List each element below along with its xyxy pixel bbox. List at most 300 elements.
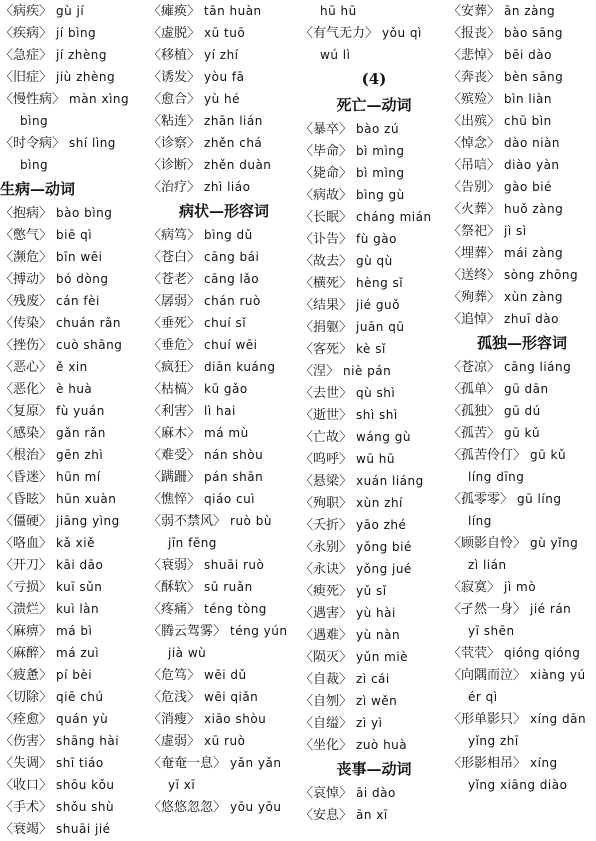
dictionary-entry (0, 268, 148, 290)
entry-word: 〈报丧〉 (448, 26, 501, 41)
entry-word: 〈残废〉 (0, 294, 53, 309)
entry-pinyin: bìng (20, 114, 49, 128)
entry-pinyin: kǎ xiě (56, 536, 95, 550)
entry-pinyin: xíng dān (530, 712, 587, 726)
entry-word: 〈衰弱〉 (148, 558, 201, 573)
entry-pinyin: shì shì (356, 408, 398, 422)
entry-word: 〈吊唁〉 (448, 158, 501, 173)
dictionary-entry (448, 308, 596, 330)
entry-pinyin: qióng qióng (504, 646, 581, 660)
entry-pinyin: zhān lián (204, 114, 263, 128)
entry-pinyin: jiù zhèng (56, 70, 116, 84)
entry-word: 〈粘连〉 (148, 114, 201, 129)
dictionary-entry (0, 708, 148, 730)
entry-pinyin: bó dòng (56, 272, 109, 286)
entry-pinyin: chuán rǎn (56, 316, 121, 330)
entry-pinyin: ruò bù (230, 514, 272, 528)
entry-word: 〈憔悴〉 (148, 492, 201, 507)
entry-word: 〈孤单〉 (448, 382, 501, 397)
entry-pinyin: zhuī dào (504, 312, 559, 326)
dictionary-entry (0, 510, 148, 532)
entry-pinyin: hūn xuàn (56, 492, 117, 506)
entry-word: 〈殡殓〉 (448, 92, 501, 107)
dictionary-entry (300, 602, 448, 624)
entry-word: 〈向隅而泣〉 (448, 668, 527, 683)
dictionary-entry (300, 804, 448, 826)
entry-pinyin: gū líng (517, 492, 562, 506)
dictionary-entry (0, 290, 148, 312)
entry-word: 〈枯槁〉 (148, 382, 201, 397)
dictionary-entry (148, 110, 300, 132)
entry-pinyin: niè pán (343, 364, 392, 378)
dictionary-entry (0, 224, 148, 246)
entry-pinyin: wú lì (320, 48, 351, 62)
entry-pinyin: cāng liáng (504, 360, 572, 374)
entry-word: 〈苍白〉 (148, 250, 201, 265)
entry-word: 〈传染〉 (0, 316, 53, 331)
entry-pinyin: bào zú (356, 122, 400, 136)
dictionary-entry (148, 422, 300, 444)
entry-pinyin: zhěn chá (204, 136, 263, 150)
entry-pinyin: zì cái (356, 672, 390, 686)
entry-pinyin: jí zhèng (56, 48, 108, 62)
dictionary-entry (148, 44, 300, 66)
entry-word: 〈麻醉〉 (0, 646, 53, 661)
entry-word: 〈安息〉 (300, 808, 353, 823)
entry-pinyin: bèn sāng (504, 70, 564, 84)
entry-pinyin: shāng hài (56, 734, 120, 748)
entry-pinyin: jié rán (530, 602, 572, 616)
entry-pinyin: è huà (56, 382, 93, 396)
entry-pinyin: yù nàn (356, 628, 401, 642)
dictionary-entry (148, 400, 300, 422)
entry-pinyin: kè sǐ (356, 342, 386, 356)
entry-pinyin: diān kuáng (204, 360, 276, 374)
entry-pinyin-continuation (448, 686, 596, 708)
dictionary-entry (300, 580, 448, 602)
entry-pinyin: yǒu qì (382, 26, 422, 40)
entry-pinyin: qiē chú (56, 690, 104, 704)
entry-pinyin: shuāi ruò (204, 558, 265, 572)
entry-pinyin: gū dān (504, 382, 549, 396)
entry-word: 〈遇难〉 (300, 628, 353, 643)
entry-pinyin: má mù (204, 426, 249, 440)
entry-word: 〈自刎〉 (300, 694, 353, 709)
entry-word: 〈时令病〉 (0, 136, 66, 151)
dictionary-entry (0, 642, 148, 664)
entry-word: 〈疾病〉 (0, 26, 53, 41)
dictionary-entry (0, 132, 148, 154)
entry-word: 〈消瘦〉 (148, 712, 201, 727)
dictionary-entry (448, 154, 596, 176)
entry-pinyin: yī shēn (468, 624, 515, 638)
dictionary-entry (148, 510, 300, 532)
entry-pinyin: xùn zàng (504, 290, 564, 304)
entry-pinyin-continuation (148, 532, 300, 554)
entry-pinyin: zì yì (356, 716, 383, 730)
dictionary-entry (300, 734, 448, 756)
entry-word: 〈溃烂〉 (0, 602, 53, 617)
entry-word: 〈客死〉 (300, 342, 353, 357)
entry-pinyin: qù shì (356, 386, 396, 400)
dictionary-entry (300, 426, 448, 448)
entry-word: 〈根治〉 (0, 448, 53, 463)
entry-pinyin: téng yún (230, 624, 288, 638)
dictionary-entry (0, 378, 148, 400)
entry-word: 〈讣告〉 (300, 232, 353, 247)
entry-word: 〈自缢〉 (300, 716, 353, 731)
entry-pinyin: má zuì (56, 646, 100, 660)
entry-word: 〈虚弱〉 (148, 734, 201, 749)
entry-word: 〈亏损〉 (0, 580, 53, 595)
dictionary-entry (148, 334, 300, 356)
entry-word: 〈茕茕〉 (448, 646, 501, 661)
dictionary-entry (300, 338, 448, 360)
entry-pinyin-continuation (148, 642, 300, 664)
entry-pinyin: qiáo cuì (204, 492, 256, 506)
entry-word: 〈收口〉 (0, 778, 53, 793)
dictionary-entry (300, 404, 448, 426)
entry-pinyin: xuán liáng (356, 474, 424, 488)
dictionary-entry (0, 752, 148, 774)
entry-word: 〈呜呼〉 (300, 452, 353, 467)
entry-pinyin: bào sāng (504, 26, 563, 40)
entry-pinyin: bì mìng (356, 144, 405, 158)
entry-word: 〈追悼〉 (448, 312, 501, 327)
entry-word: 〈苍凉〉 (448, 360, 501, 375)
entry-word: 〈病疾〉 (0, 4, 53, 19)
entry-word: 〈奄奄一息〉 (148, 756, 227, 771)
entry-word: 〈垂死〉 (148, 316, 201, 331)
dictionary-entry (448, 642, 596, 664)
entry-pinyin: yōu yōu (230, 800, 282, 814)
entry-word: 〈慢性病〉 (0, 92, 66, 107)
dictionary-entry (148, 154, 300, 176)
entry-word: 〈苍老〉 (148, 272, 201, 287)
entry-word: 〈愈合〉 (148, 92, 201, 107)
entry-word: 〈寂寞〉 (448, 580, 501, 595)
entry-word: 〈疼痛〉 (148, 602, 201, 617)
dictionary-entry (300, 536, 448, 558)
entry-pinyin: bì mìng (356, 166, 405, 180)
dictionary-entry (448, 198, 596, 220)
entry-pinyin-continuation (448, 620, 596, 642)
dictionary-entry (300, 316, 448, 338)
entry-word: 〈诊断〉 (148, 158, 201, 173)
entry-pinyin: zì lián (468, 558, 507, 572)
entry-pinyin: cháng mián (356, 210, 432, 224)
dictionary-entry (148, 22, 300, 44)
entry-pinyin: chán ruò (204, 294, 261, 308)
entry-pinyin: mái zàng (504, 246, 564, 260)
dictionary-entry (448, 532, 596, 554)
entry-pinyin: bìng gù (356, 188, 405, 202)
entry-word: 〈孤零零〉 (448, 492, 514, 507)
entry-pinyin: kuì làn (56, 602, 100, 616)
entry-word: 〈疲惫〉 (0, 668, 53, 683)
entry-word: 〈孑然一身〉 (448, 602, 527, 617)
entry-pinyin: gù yǐng (530, 536, 579, 550)
entry-pinyin: màn xìng (69, 92, 130, 106)
section-heading: 死亡—动词 (336, 96, 412, 114)
entry-word: 〈疯狂〉 (148, 360, 201, 375)
dictionary-entry (0, 466, 148, 488)
dictionary-entry (448, 110, 596, 132)
dictionary-entry (0, 444, 148, 466)
entry-pinyin-continuation (448, 466, 596, 488)
dictionary-entry (148, 224, 300, 246)
entry-pinyin: gū kǔ (504, 426, 541, 440)
entry-word: 〈麻木〉 (148, 426, 201, 441)
entry-word: 〈昏迷〉 (0, 470, 53, 485)
entry-word: 〈逝世〉 (300, 408, 353, 423)
dictionary-entry (0, 818, 148, 840)
entry-pinyin: ér qì (468, 690, 498, 704)
entry-word: 〈毙命〉 (300, 166, 353, 181)
entry-pinyin: shuāi jié (56, 822, 111, 836)
entry-word: 〈切除〉 (0, 690, 53, 705)
entry-word: 〈陨灭〉 (300, 650, 353, 665)
dictionary-entry (0, 356, 148, 378)
entry-pinyin: bìng (20, 158, 49, 172)
dictionary-entry (300, 206, 448, 228)
column-1 (0, 0, 148, 840)
entry-pinyin: bìn liàn (504, 92, 553, 106)
dictionary-entry (148, 620, 300, 642)
dictionary-entry (148, 796, 300, 818)
dictionary-entry (148, 730, 300, 752)
entry-word: 〈悠悠忽忽〉 (148, 800, 227, 815)
dictionary-entry (0, 774, 148, 796)
entry-word: 〈形单影只〉 (448, 712, 527, 727)
entry-word: 〈瘐死〉 (300, 584, 353, 599)
dictionary-entry (0, 334, 148, 356)
entry-word: 〈手术〉 (0, 800, 53, 815)
entry-pinyin: wū hū (356, 452, 395, 466)
entry-word: 〈咯血〉 (0, 536, 53, 551)
entry-pinyin: zuò huà (356, 738, 408, 752)
dictionary-entry (300, 294, 448, 316)
entry-pinyin: gēn zhì (56, 448, 104, 462)
entry-word: 〈衰竭〉 (0, 822, 53, 837)
entry-pinyin: pí bèi (56, 668, 93, 682)
dictionary-entry (148, 66, 300, 88)
entry-word: 〈孤独〉 (448, 404, 501, 419)
entry-pinyin: jīn fēng (168, 536, 217, 550)
entry-pinyin: yǔ sǐ (356, 584, 387, 598)
entry-pinyin: nán shòu (204, 448, 264, 462)
entry-pinyin: gū kǔ (530, 448, 567, 462)
column-2 (148, 0, 300, 818)
entry-word: 〈垂危〉 (148, 338, 201, 353)
section-heading: 生病—动词 (0, 180, 76, 198)
entry-word: 〈诊察〉 (148, 136, 201, 151)
entry-word: 〈僵硬〉 (0, 514, 53, 529)
entry-word: 〈蹒跚〉 (148, 470, 201, 485)
dictionary-entry (148, 466, 300, 488)
dictionary-entry (0, 44, 148, 66)
dictionary-entry (0, 422, 148, 444)
entry-pinyin: zhěn duàn (204, 158, 272, 172)
entry-pinyin: shī tiáo (56, 756, 104, 770)
entry-pinyin: yǐng xiāng diào (468, 778, 568, 792)
dictionary-entry (300, 184, 448, 206)
entry-word: 〈有气无力〉 (300, 26, 379, 41)
dictionary-entry (148, 0, 300, 22)
entry-pinyin-continuation (300, 0, 448, 22)
entry-word: 〈病笃〉 (148, 228, 201, 243)
entry-pinyin-continuation (300, 44, 448, 66)
entry-pinyin: xiàng yú (530, 668, 586, 682)
dictionary-entry (148, 312, 300, 334)
dictionary-entry (300, 448, 448, 470)
entry-pinyin: juān qū (356, 320, 405, 334)
entry-pinyin: sū ruǎn (204, 580, 253, 594)
entry-pinyin: cāng lǎo (204, 272, 260, 286)
entry-pinyin: huǒ zàng (504, 202, 564, 216)
entry-pinyin: yǐng zhī (468, 734, 519, 748)
entry-word: 〈腾云驾雾〉 (148, 624, 227, 639)
dictionary-entry (448, 444, 596, 466)
entry-pinyin-continuation (0, 110, 148, 132)
entry-word: 〈坐化〉 (300, 738, 353, 753)
entry-word: 〈危笃〉 (148, 668, 201, 683)
entry-word: 〈长眠〉 (300, 210, 353, 225)
entry-pinyin: xū tuō (204, 26, 246, 40)
dictionary-entry (448, 752, 596, 774)
entry-word: 〈虚脱〉 (148, 26, 201, 41)
dictionary-entry (300, 558, 448, 580)
dictionary-entry (0, 488, 148, 510)
entry-pinyin: yī xī (168, 778, 196, 792)
entry-pinyin: chū bìn (504, 114, 552, 128)
entry-word: 〈伤害〉 (0, 734, 53, 749)
entry-word: 〈永诀〉 (300, 562, 353, 577)
entry-word: 〈祭祀〉 (448, 224, 501, 239)
entry-word: 〈孤苦伶仃〉 (448, 448, 527, 463)
entry-word: 〈暴卒〉 (300, 122, 353, 137)
dictionary-entry (300, 712, 448, 734)
dictionary-entry (0, 554, 148, 576)
entry-pinyin: xū ruò (204, 734, 246, 748)
entry-word: 〈痊愈〉 (0, 712, 53, 727)
entry-pinyin: biē qì (56, 228, 93, 242)
dictionary-entry (0, 400, 148, 422)
entry-word: 〈哀悼〉 (300, 786, 353, 801)
entry-word: 〈捐躯〉 (300, 320, 353, 335)
entry-pinyin-continuation (448, 510, 596, 532)
entry-pinyin: chuí sǐ (204, 316, 247, 330)
entry-pinyin: jì mò (504, 580, 537, 594)
dictionary-entry (148, 268, 300, 290)
dictionary-entry (300, 118, 448, 140)
entry-pinyin: xùn zhí (356, 496, 403, 510)
entry-pinyin: jià wù (168, 646, 207, 660)
entry-word: 〈自裁〉 (300, 672, 353, 687)
entry-word: 〈利害〉 (148, 404, 201, 419)
dictionary-entry (448, 88, 596, 110)
entry-word: 〈感染〉 (0, 426, 53, 441)
entry-word: 〈安葬〉 (448, 4, 501, 19)
dictionary-entry (0, 312, 148, 334)
dictionary-entry (0, 664, 148, 686)
dictionary-entry (300, 624, 448, 646)
entry-word: 〈遇害〉 (300, 606, 353, 621)
entry-word: 〈悲悼〉 (448, 48, 501, 63)
dictionary-entry (448, 44, 596, 66)
entry-word: 〈火葬〉 (448, 202, 501, 217)
entry-pinyin: kāi dāo (56, 558, 104, 572)
entry-pinyin: hū hū (320, 4, 357, 18)
entry-word: 〈殉职〉 (300, 496, 353, 511)
entry-word: 〈故去〉 (300, 254, 353, 269)
entry-pinyin: yǒng jué (356, 562, 412, 576)
dictionary-entry (448, 664, 596, 686)
dictionary-entry (300, 250, 448, 272)
dictionary-entry (448, 488, 596, 510)
entry-pinyin: jiāng yìng (56, 514, 120, 528)
entry-pinyin: āi dào (356, 786, 396, 800)
entry-pinyin: dào niàn (504, 136, 561, 150)
entry-pinyin: shí lìng (69, 136, 116, 150)
dictionary-entry (300, 492, 448, 514)
entry-pinyin: bīn wēi (56, 250, 103, 264)
entry-word: 〈昏眩〉 (0, 492, 53, 507)
entry-pinyin: gào bié (504, 180, 552, 194)
entry-pinyin-continuation (148, 774, 300, 796)
dictionary-entry (300, 228, 448, 250)
dictionary-entry (148, 132, 300, 154)
entry-word: 〈憋气〉 (0, 228, 53, 243)
entry-pinyin: yòu fā (204, 70, 245, 84)
entry-pinyin: cāng bái (204, 250, 260, 264)
dictionary-entry (148, 576, 300, 598)
dictionary-entry (0, 620, 148, 642)
entry-pinyin: yāo zhé (356, 518, 407, 532)
entry-word: 〈顾影自怜〉 (448, 536, 527, 551)
entry-word: 〈搏动〉 (0, 272, 53, 287)
entry-word: 〈横死〉 (300, 276, 353, 291)
entry-word: 〈告别〉 (448, 180, 501, 195)
entry-pinyin: pán shān (204, 470, 264, 484)
entry-word: 〈诱发〉 (148, 70, 201, 85)
entry-pinyin: zì wěn (356, 694, 398, 708)
entry-word: 〈结果〉 (300, 298, 353, 313)
entry-word: 〈弱不禁风〉 (148, 514, 227, 529)
dictionary-entry (0, 598, 148, 620)
entry-pinyin: hèng sǐ (356, 276, 404, 290)
dictionary-entry (0, 88, 148, 110)
dictionary-entry (448, 66, 596, 88)
entry-pinyin: shǒu shù (56, 800, 115, 814)
entry-word: 〈瘫痪〉 (148, 4, 201, 19)
entry-pinyin: cán fèi (56, 294, 100, 308)
entry-word: 〈奔丧〉 (448, 70, 501, 85)
entry-word: 〈永别〉 (300, 540, 353, 555)
entry-word: 〈开刀〉 (0, 558, 53, 573)
entry-pinyin: yǒng bié (356, 540, 412, 554)
entry-pinyin: gū dú (504, 404, 541, 418)
entry-word: 〈危浅〉 (148, 690, 201, 705)
dictionary-entry (448, 286, 596, 308)
entry-pinyin: yǔn miè (356, 650, 409, 664)
entry-pinyin: gù jí (56, 4, 85, 18)
entry-pinyin-continuation (448, 774, 596, 796)
entry-pinyin: ě xin (56, 360, 88, 374)
dictionary-entry (0, 202, 148, 224)
dictionary-entry (448, 378, 596, 400)
dictionary-entry (148, 708, 300, 730)
